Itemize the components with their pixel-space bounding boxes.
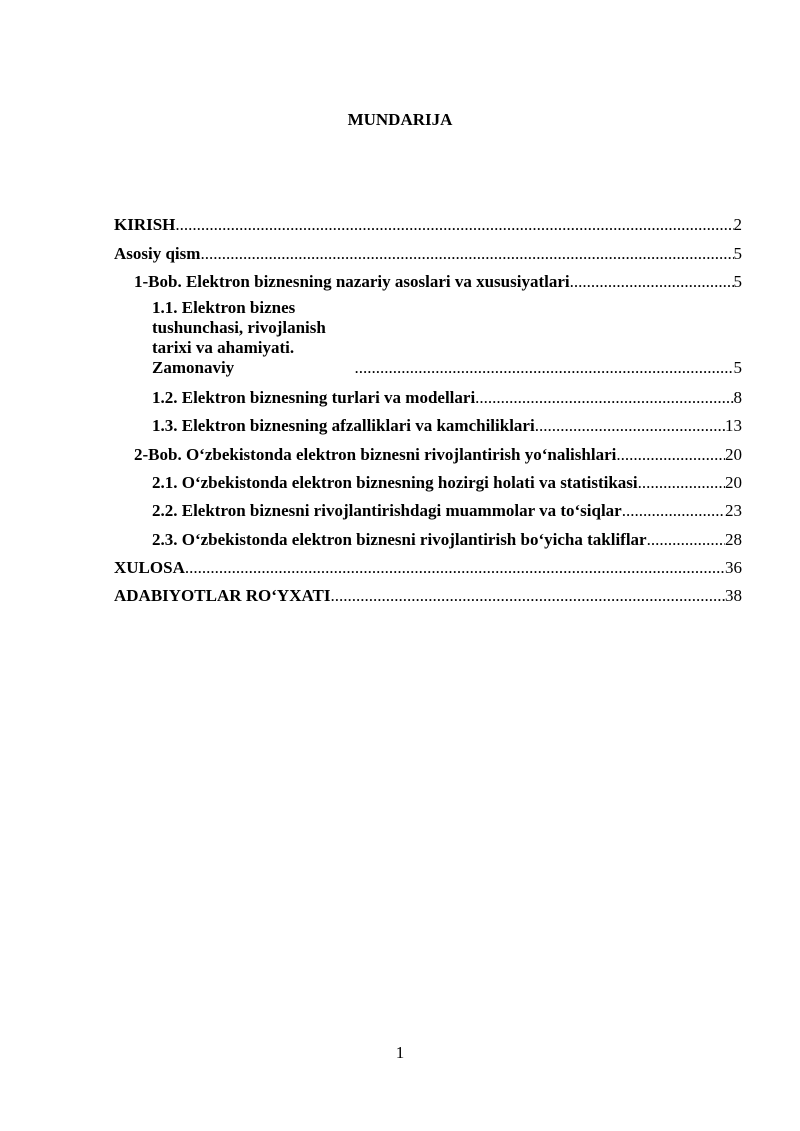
toc-entry-label: Asosiy qism	[114, 243, 201, 263]
toc-entry-page: 23	[725, 501, 742, 521]
toc-entry-page: 8	[733, 388, 742, 408]
dot-leader	[175, 215, 733, 235]
toc-entry-label: 2.2. Elektron biznesni rivojlantirishdagi muammolar va to‘siqlar	[152, 501, 622, 521]
toc-entry-label: 2.3. O‘zbekistonda elektron biznesni rivojlantirish bo‘yicha takliflar	[152, 529, 647, 549]
toc-entry-section-2-3[interactable]	[114, 521, 742, 549]
toc-entry-section-1-2[interactable]	[114, 380, 742, 408]
toc-entry-label: 2.1. O‘zbekistonda elektron biznesning hozirgi holati va statistikasi	[152, 473, 638, 493]
toc-entry-label: 1-Bob. Elektron biznesning nazariy asoslari va xususiyatlari	[134, 271, 570, 291]
toc-entry-chapter-1[interactable]	[114, 264, 742, 292]
toc-entry-adabiyotlar[interactable]	[114, 578, 742, 606]
toc-entry-label: XULOSA	[114, 557, 185, 577]
toc-entry-label: 1.3. Elektron biznesning afzalliklari va kamchiliklari	[152, 416, 535, 436]
page-title: MUNDARIJA	[347, 110, 453, 129]
toc-entry-label: KIRISH	[114, 215, 176, 235]
toc-entry-page: 2	[733, 215, 742, 235]
table-of-contents	[114, 207, 742, 606]
toc-entry-page: 5	[733, 357, 742, 377]
toc-entry-page: 20	[725, 444, 742, 464]
toc-entry-section-2-2[interactable]	[114, 493, 742, 521]
toc-entry-kirish[interactable]	[114, 207, 742, 235]
toc-entry-page: 13	[725, 416, 742, 436]
toc-entry-page: 5	[733, 271, 742, 291]
toc-entry-section-1-3[interactable]	[114, 408, 742, 436]
toc-entry-label: 1.1. Elektron biznes tushunchasi, rivojlanish tarixi va ahamiyati. Zamonaviy	[152, 297, 326, 377]
toc-entry-label: 2-Bob. O‘zbekistonda elektron biznesni rivojlantirish yo‘nalishlari	[134, 444, 617, 464]
dot-leader	[475, 388, 733, 408]
toc-entry-page: 20	[725, 473, 742, 493]
dot-leader	[330, 586, 725, 606]
toc-entry-page: 28	[725, 529, 742, 549]
toc-entry-asosiy-qism[interactable]	[114, 235, 742, 263]
dot-leader	[535, 416, 725, 436]
toc-entry-page: 38	[725, 586, 742, 606]
toc-entry-label: 1.2. Elektron biznesning turlari va modellari	[152, 388, 476, 408]
dot-leader	[647, 530, 725, 550]
dot-leader	[185, 558, 725, 578]
dot-leader	[616, 445, 725, 465]
dot-leader	[355, 358, 734, 378]
toc-entry-page: 5	[733, 243, 742, 263]
dot-leader	[200, 244, 733, 264]
page-number: 1	[395, 1043, 405, 1062]
toc-entry-label: ADABIYOTLAR RO‘YXATI	[114, 586, 331, 606]
toc-entry-section-1-1[interactable]	[114, 292, 742, 380]
dot-leader	[622, 501, 725, 521]
toc-entry-chapter-2[interactable]	[114, 436, 742, 464]
toc-entry-xulosa[interactable]	[114, 550, 742, 578]
toc-entry-section-2-1[interactable]	[114, 465, 742, 493]
toc-entry-page: 36	[725, 557, 742, 577]
dot-leader	[570, 272, 734, 292]
dot-leader	[638, 473, 725, 493]
